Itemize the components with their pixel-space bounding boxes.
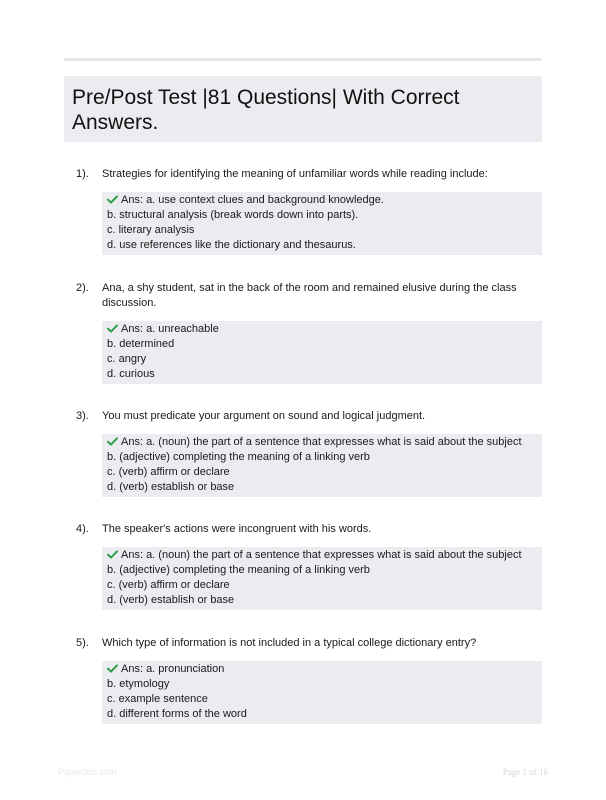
- answer-option: c. (verb) affirm or declare: [107, 579, 230, 591]
- question-5: [76, 636, 542, 724]
- question-text: Which type of information is not included in a typical college dictionary entry?: [102, 637, 477, 649]
- correct-answer: Ans: a. unreachable: [107, 322, 542, 337]
- answer-option: b. (adjective) completing the meaning of a linking verb: [107, 564, 370, 576]
- question-number: 4).: [76, 523, 89, 535]
- correct-answer: Ans: a. (noun) the part of a sentence that expresses what is said about the subject: [107, 548, 542, 563]
- answer-option: c. angry: [107, 353, 147, 365]
- question-text: The speaker's actions were incongruent with his words.: [102, 523, 372, 535]
- question-number: 3).: [76, 410, 89, 422]
- answer-option: d. use references like the dictionary and thesaurus.: [107, 239, 356, 251]
- answer-option: d. different forms of the word: [107, 708, 247, 720]
- title-banner: [64, 76, 542, 142]
- answer-option: c. literary analysis: [107, 224, 195, 236]
- question-4: [76, 522, 542, 610]
- answer-option: b. etymology: [107, 678, 170, 690]
- answer-option: d. (verb) establish or base: [107, 481, 235, 493]
- answer-box: [102, 192, 542, 255]
- question-text: Strategies for identifying the meaning of unfamiliar words while reading include:: [102, 168, 488, 180]
- answer-option: d. (verb) establish or base: [107, 594, 235, 606]
- footer-watermark: Paper9bb.com: [58, 767, 117, 777]
- question-number: 5).: [76, 637, 89, 649]
- answer-option: d. curious: [107, 368, 155, 380]
- question-2: [76, 281, 542, 384]
- question-text: Ana, a shy student, sat in the back of the room and remained elusive during the class discussion.: [102, 282, 517, 309]
- question-1: [76, 167, 542, 255]
- question-number: 2).: [76, 282, 89, 294]
- answer-box: [102, 547, 542, 610]
- answer-box: [102, 661, 542, 724]
- check-icon: [107, 550, 118, 559]
- correct-answer: Ans: a. (noun) the part of a sentence that expresses what is said about the subject: [107, 435, 542, 450]
- page-title: Pre/Post Test |81 Questions| With Correct Answers.: [72, 86, 460, 134]
- answer-option: c. example sentence: [107, 693, 208, 705]
- check-icon: [107, 437, 118, 446]
- check-icon: [107, 664, 118, 673]
- question-3: [76, 409, 542, 497]
- question-text: You must predicate your argument on sound and logical judgment.: [102, 410, 426, 422]
- answer-option: b. determined: [107, 338, 175, 350]
- top-divider: [64, 58, 542, 61]
- answer-option: b. (adjective) completing the meaning of a linking verb: [107, 451, 370, 463]
- check-icon: [107, 324, 118, 333]
- check-icon: [107, 195, 118, 204]
- page-number: Page 1 of 16: [502, 767, 548, 777]
- answer-option: c. (verb) affirm or declare: [107, 466, 230, 478]
- correct-answer: Ans: a. use context clues and background knowledge.: [107, 193, 542, 208]
- correct-answer: Ans: a. pronunciation: [107, 662, 542, 677]
- answer-box: [102, 321, 542, 384]
- answer-box: [102, 434, 542, 497]
- question-number: 1).: [76, 168, 89, 180]
- answer-option: b. structural analysis (break words down into parts).: [107, 209, 359, 221]
